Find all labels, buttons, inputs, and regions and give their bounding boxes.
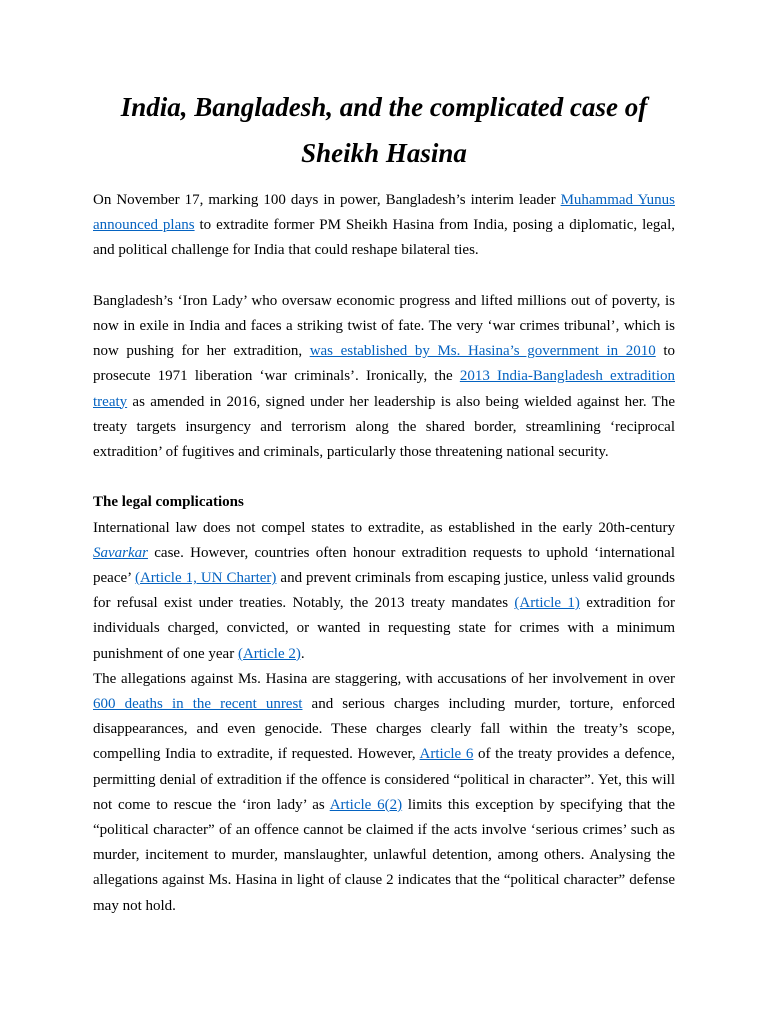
- link-article-1-un-charter[interactable]: (Article 1, UN Charter): [134, 570, 277, 587]
- article-body: [93, 84, 675, 919]
- iron-lady-text-1: Bangladesh’s ‘Iron Lady’ who oversaw economic progress and lifted millions out of poverty, is now in exile in India and faces a striking twist of fate. The very ‘war crimes tribunal’, which is now pushing for her extradition,: [93, 292, 675, 360]
- savarkar-label: Savarkar: [93, 544, 148, 561]
- paragraph-intro: [93, 188, 675, 264]
- paragraph-gap: [93, 465, 675, 490]
- intro-text-2: to extradite former PM Sheikh Hasina from India, posing a diplomatic, legal, and political challenge for India that could reshape bilateral ties.: [93, 217, 675, 259]
- link-article-1[interactable]: (Article 1): [514, 595, 580, 612]
- link-article-6-2[interactable]: Article 6(2): [329, 796, 403, 813]
- allegations-text-2: and serious charges including murder, torture, enforced disappearances, and even genocide. These charges clearly fall within the treaty’s scope, compelling India to extradite, if requested. However,: [93, 696, 676, 763]
- intro-text-1: On November 17, marking 100 days in power, Bangladesh’s interim leader: [93, 192, 561, 208]
- allegations-text-1: The allegations against Ms. Hasina are staggering, with accusations of her involvement in over: [93, 670, 675, 687]
- link-600-deaths[interactable]: 600 deaths in the recent unrest: [93, 696, 303, 713]
- paragraph-allegations: [93, 667, 675, 919]
- allegations-text-3: of the treaty provides a defence, permitting denial of extradition if the offence is considered “political in character”. Yet, this will not come to rescue the ‘iron lady’ as: [93, 746, 675, 813]
- iron-lady-text-2: to prosecute 1971 liberation ‘war criminals’. Ironically, the: [93, 343, 675, 385]
- law-text-5: .: [300, 645, 305, 662]
- law-text-1: International law does not compel states to extradite, as established in the early 20th-century: [93, 519, 675, 536]
- link-tribunal-established-2010[interactable]: was established by Ms. Hasina’s government in 2010: [309, 343, 656, 360]
- allegations-text-4: limits this exception by specifying that the “political character” of an offence cannot be claimed if the acts involve ‘serious crimes’ such as murder, incitement to murder, manslaughter, unlawful detention, among others. Analysing the allegations against Ms. Hasina in light of clause 2 indicates that the “political character” defense may not hold.: [93, 796, 675, 914]
- article-title: India, Bangladesh, and the complicated case of Sheikh Hasina: [120, 92, 648, 168]
- paragraph-iron-lady: [93, 289, 675, 465]
- paragraph-international-law: [93, 516, 675, 667]
- law-text-4: extradition for individuals charged, convicted, or wanted in requesting state for crimes with a minimum punishment of one year: [93, 595, 675, 662]
- section-heading-legal: The legal complications: [93, 494, 244, 511]
- iron-lady-text-3: as amended in 2016, signed under her leadership is also being wielded against her. The treaty targets insurgency and terrorism along the shared border, streamlining ‘reciprocal extradition’ of fugitives and criminals, particularly those threatening national security.: [93, 393, 675, 461]
- link-savarkar[interactable]: [93, 545, 148, 561]
- law-text-2: case. However, countries often honour extradition requests to uphold ‘international peace’: [93, 544, 675, 587]
- link-article-6[interactable]: Article 6: [419, 746, 474, 763]
- link-article-2[interactable]: (Article 2): [237, 645, 301, 662]
- link-yunus-announced-plans[interactable]: Muhammad Yunus announced plans: [93, 192, 675, 234]
- law-text-3: and prevent criminals from escaping justice, unless valid grounds for refusal exist under treaties. Notably, the 2013 treaty mandates: [93, 570, 675, 612]
- link-extradition-treaty-2013[interactable]: 2013 India-Bangladesh extradition treaty: [93, 368, 676, 410]
- paragraph-gap: [93, 264, 675, 289]
